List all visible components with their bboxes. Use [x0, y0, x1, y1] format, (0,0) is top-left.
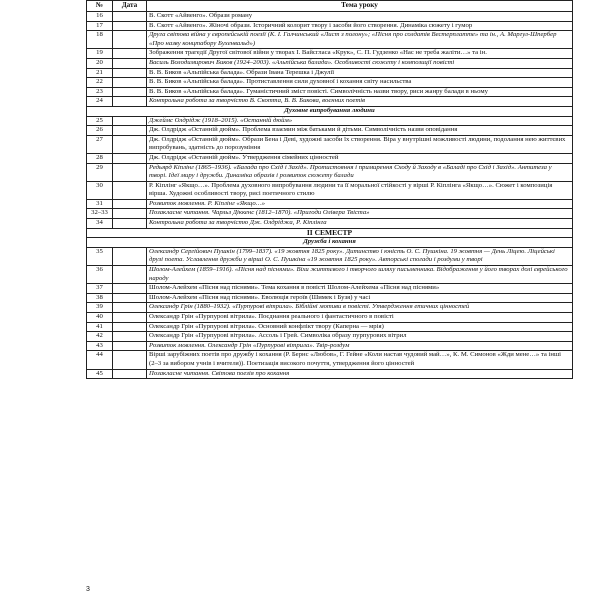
lesson-date: [113, 351, 147, 369]
lesson-plan-table: [86, 0, 573, 379]
lesson-date: [113, 126, 147, 136]
lesson-topic: Шолом-Алейхем «Пісня над піснями». Тема кохання в повісті Шолом-Алейхема «Пісня над піснями»: [147, 284, 573, 294]
lesson-number: 45: [87, 369, 113, 379]
lesson-number: 38: [87, 293, 113, 303]
lesson-number: 20: [87, 58, 113, 68]
lesson-topic: В. Скотт «Айвенго». Образи роману: [147, 12, 573, 22]
table-row: [87, 351, 573, 369]
lesson-date: [113, 266, 147, 284]
lesson-topic: Шолом-Алейхем (1859–1916). «Пісня над піснями». Віхи життєвого і творчого шляху письменника. Відображення у його творах долі єврейського народу: [147, 266, 573, 284]
lesson-topic: Р. Кіплінг «Якщо…». Проблема духовного випробування людини та її моральної стійкості у вірші Р. Кіплінга «Якщо…». Сюжет і композиція вірша. Художні особливості твору, рисі поетичного стилю: [147, 181, 573, 199]
lesson-date: [113, 303, 147, 313]
lesson-number: 30: [87, 181, 113, 199]
section-heading: Духовне випробування людини: [87, 106, 573, 116]
lesson-number: 32–33: [87, 209, 113, 219]
lesson-date: [113, 68, 147, 78]
table-row: [87, 87, 573, 97]
lesson-date: [113, 12, 147, 22]
lesson-topic: Позакласне читання. Світова поезія про кохання: [147, 369, 573, 379]
lesson-topic: В. В. Биков «Альпійська балада». Протиставлення сили духовної і кохання світу насильства: [147, 78, 573, 88]
table-row: [87, 78, 573, 88]
lesson-date: [113, 199, 147, 209]
table-row: [87, 31, 573, 49]
section-heading-row: [87, 238, 573, 248]
table-row: [87, 219, 573, 229]
lesson-number: 24: [87, 97, 113, 107]
lesson-topic: Олександр Грін «Пурпурові вітрила». Поєднання реального і фантастичного в повісті: [147, 313, 573, 323]
table-row: [87, 369, 573, 379]
lesson-number: 37: [87, 284, 113, 294]
lesson-date: [113, 97, 147, 107]
table-row: [87, 332, 573, 342]
table-row: [87, 199, 573, 209]
page-number: 3: [86, 586, 90, 593]
table-row: [87, 97, 573, 107]
table-row: [87, 247, 573, 265]
lesson-number: 18: [87, 31, 113, 49]
lesson-date: [113, 341, 147, 351]
lesson-date: [113, 78, 147, 88]
table-row: [87, 135, 573, 153]
lesson-number: 44: [87, 351, 113, 369]
lesson-topic: Контрольна робота за творчістю В. Скотта, В. В. Бикова, воєнних поетів: [147, 97, 573, 107]
lesson-number: 31: [87, 199, 113, 209]
table-row: [87, 49, 573, 59]
lesson-date: [113, 322, 147, 332]
lesson-topic: Олександр Сергійович Пушкін (1799–1837). «19 жовтня 1825 року». Дитинство і юність О. С. Пушкіна. 19 жовтня — День Ліцею. Ліцейські друзі поета. Уславлення дружби у вірші О. С. Пушкіна «19 жовтня 1825 року». Авторські спогади і роздуми у творі: [147, 247, 573, 265]
lesson-date: [113, 116, 147, 126]
lesson-number: 28: [87, 153, 113, 163]
lesson-date: [113, 219, 147, 229]
lesson-number: 40: [87, 313, 113, 323]
table-row: [87, 303, 573, 313]
table-row: [87, 163, 573, 181]
lesson-date: [113, 247, 147, 265]
lesson-date: [113, 58, 147, 68]
lesson-topic: Редьярд Кіплінг (1865–1936). «Балада про Схід і Захід». Протистояння і примирення Сходу й Заходу в «Баладі про Схід і Захід». Антитеза у творі. Ідеї миру і дружби. Динаміка образів і розвиток сюжету балади: [147, 163, 573, 181]
lesson-number: 39: [87, 303, 113, 313]
lesson-number: 43: [87, 341, 113, 351]
lesson-topic: Дж. Олдрідж «Останній дюйм». Утвердження сімейних цінностей: [147, 153, 573, 163]
table-row: [87, 181, 573, 199]
lesson-topic: Джеймс Олдрідж (1918–2015). «Останній дюйм»: [147, 116, 573, 126]
lesson-date: [113, 163, 147, 181]
lesson-number: 34: [87, 219, 113, 229]
lesson-topic: Контрольна робота за творчістю Дж. Олдріджа, Р. Кіплінга: [147, 219, 573, 229]
lesson-topic: В. Скотт «Айвенго». Жіночі образи. Історичний колорит твору і засоби його створення. Динаміка сюжету і гумор: [147, 21, 573, 31]
table-row: [87, 68, 573, 78]
lesson-date: [113, 49, 147, 59]
column-header-topic: Тема уроку: [147, 1, 573, 12]
semester-heading-row: [87, 228, 573, 238]
lesson-date: [113, 135, 147, 153]
lesson-date: [113, 21, 147, 31]
lesson-number: 23: [87, 87, 113, 97]
table-row: [87, 313, 573, 323]
lesson-topic: Дж. Олдрідж «Останній дюйм». Проблема взаємин між батьками й дітьми. Символічність назви оповідання: [147, 126, 573, 136]
lesson-number: 26: [87, 126, 113, 136]
lesson-date: [113, 293, 147, 303]
table-row: [87, 116, 573, 126]
lesson-topic: Розвиток мовлення. Олександр Грін «Пурпурові вітрила». Твір-роздум: [147, 341, 573, 351]
lesson-number: 17: [87, 21, 113, 31]
lesson-topic: Олександр Грін «Пурпурові вітрила». Ассоль і Грей. Символіка образу пурпурових вітрил: [147, 332, 573, 342]
lesson-number: 16: [87, 12, 113, 22]
column-header-date: Дата: [113, 1, 147, 12]
lesson-date: [113, 181, 147, 199]
lesson-topic: Позакласне читання. Чарльз Діккенс (1812–1870). «Пригоди Олівера Твіста»: [147, 209, 573, 219]
table-body: [87, 12, 573, 379]
lesson-topic: Олександр Грін «Пурпурові вітрила». Основний конфлікт твору (Каперна — мрія): [147, 322, 573, 332]
table-row: [87, 58, 573, 68]
lesson-date: [113, 153, 147, 163]
table-row: [87, 12, 573, 22]
section-heading: Дружба і кохання: [87, 238, 573, 248]
lesson-topic: Олександр Грін (1880–1932). «Пурпурові вітрила». Біблійні мотиви в повісті. Утвердження етичних цінностей: [147, 303, 573, 313]
lesson-topic: Друга світова війна у європейській поезії (К. І. Галчинський «Лист з полону»; «Пісня про солдатів Вестерплатте» та ін., А. Маргул-Шпербер «Про назву концтабору Бухенвальд»): [147, 31, 573, 49]
table-row: [87, 21, 573, 31]
lesson-topic: Вірші зарубіжних поетів про дружбу і кохання (Р. Бернс «Любов», Г. Гейне «Коли настав чудовий май…», К. М. Симонов «Жди мене…» та інші (2–3 за вибором учнів і вчителя)). Поетизація високого почуття, утвердження його цінностей: [147, 351, 573, 369]
lesson-date: [113, 332, 147, 342]
table-row: [87, 293, 573, 303]
table-row: [87, 209, 573, 219]
lesson-number: 42: [87, 332, 113, 342]
lesson-number: 22: [87, 78, 113, 88]
semester-heading: ІІ СЕМЕСТР: [87, 228, 573, 238]
table-row: [87, 341, 573, 351]
table-row: [87, 266, 573, 284]
lesson-number: 35: [87, 247, 113, 265]
lesson-date: [113, 284, 147, 294]
lesson-number: 27: [87, 135, 113, 153]
table-row: [87, 322, 573, 332]
lesson-number: 21: [87, 68, 113, 78]
lesson-number: 19: [87, 49, 113, 59]
table-row: [87, 284, 573, 294]
lesson-number: 41: [87, 322, 113, 332]
lesson-date: [113, 313, 147, 323]
column-header-number: №: [87, 1, 113, 12]
lesson-topic: Дж. Олдрідж «Останній дюйм». Образи Бена і Деві, художні засоби їх створення. Віра у внутрішні можливості людини, подолання нею життєвих випробувань, здатність до порозуміння: [147, 135, 573, 153]
lesson-plan-page: [86, 0, 572, 379]
lesson-number: 29: [87, 163, 113, 181]
lesson-date: [113, 209, 147, 219]
lesson-number: 36: [87, 266, 113, 284]
lesson-date: [113, 31, 147, 49]
lesson-date: [113, 87, 147, 97]
lesson-topic: В. В. Биков «Альпійська балада». Образи Івана Терешка і Джулії: [147, 68, 573, 78]
lesson-topic: В. В. Биков «Альпійська балада». Гуманістичний зміст повісті. Символічність назви твору, риси жанру балади в ньому: [147, 87, 573, 97]
table-row: [87, 126, 573, 136]
lesson-topic: Шолом-Алейхем «Пісня над піснями». Еволюція героїв (Шимек і Бузя) у часі: [147, 293, 573, 303]
lesson-topic: Василь Володимирович Биков (1924–2003). «Альпійська балада». Особливості сюжету і композиції повісті: [147, 58, 573, 68]
section-heading-row: [87, 106, 573, 116]
lesson-number: 25: [87, 116, 113, 126]
table-row: [87, 153, 573, 163]
table-header-row: [87, 1, 573, 12]
lesson-date: [113, 369, 147, 379]
lesson-topic: Розвиток мовлення. Р. Кіплінг «Якщо…»: [147, 199, 573, 209]
lesson-topic: Зображення трагедії Другої світової війни у творах І. Вайсгласа «Крук», С. П. Гудзенко «Нас не треба жаліти…» та ін.: [147, 49, 573, 59]
